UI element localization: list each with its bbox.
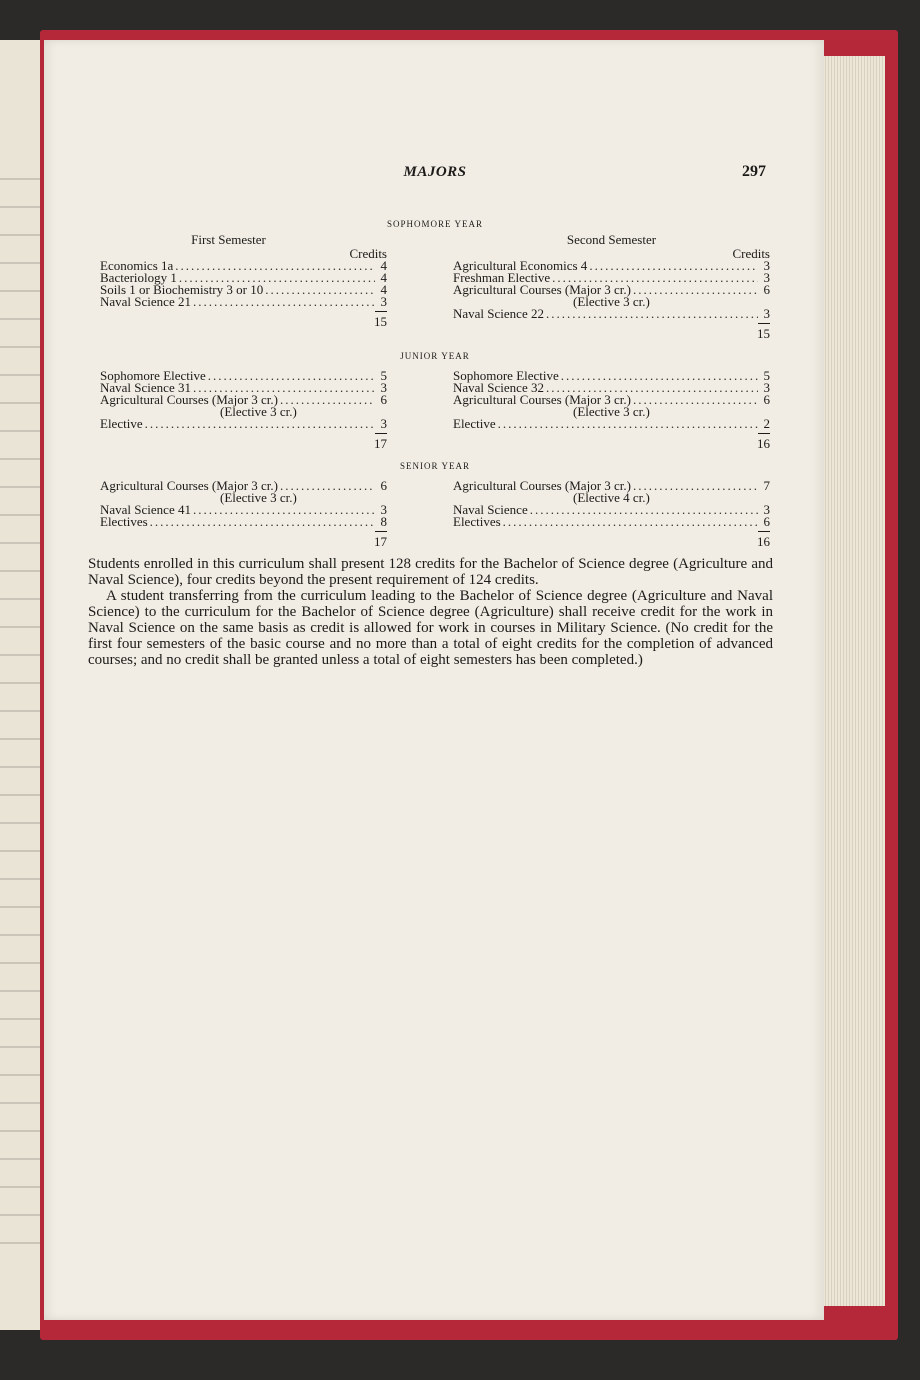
leader-dots [530,504,758,516]
running-header [100,160,770,190]
semester-total: 15 [100,308,387,328]
course-name: Naval Science 31 [100,380,191,395]
course-name: Soils 1 or Biochemistry 3 or 10 [100,282,264,297]
course-name: Agricultural Courses (Major 3 cr.) [453,392,631,407]
course-name: Naval Science [453,502,528,517]
course-name: (Elective 3 cr.) [573,404,650,419]
first-semester-column [100,234,387,340]
senior-year-section [100,460,770,548]
course-row [453,516,770,528]
course-name: (Elective 4 cr.) [573,490,650,505]
leader-dots [633,284,758,296]
first-semester-column [100,480,387,548]
course-credits: 6 [380,392,387,407]
semester-total: 17 [100,430,387,450]
semester-total: 15 [453,320,770,340]
course-credits: 3 [763,270,770,285]
course-credits: 8 [380,514,387,529]
course-name: (Elective 3 cr.) [220,404,297,419]
course-credits: 2 [763,416,770,431]
course-credits: 6 [763,514,770,529]
course-credits: 4 [380,270,387,285]
course-name: Electives [100,514,148,529]
leader-dots [265,284,375,296]
course-name: Agricultural Courses (Major 3 cr.) [453,282,631,297]
course-credits: 6 [380,478,387,493]
course-credits: 6 [763,282,770,297]
course-name: (Elective 3 cr.) [573,294,650,309]
semester-total: 17 [100,528,387,548]
leader-dots [589,260,758,272]
second-semester-column [453,370,770,450]
course-row [453,406,770,418]
paragraph: A student transferring from the curriculum leading to the Bachelor of Science degree (Agriculture and Naval Science) to the curriculum for the Bachelor of Science degree (Agriculture) shall receive credit for the work in Naval Science on the same basis as credit is allowed for work in courses in Military Science. (No credit for the first four semesters of the basic course and no more than a total of eight credits for the completion of advanced courses; and no credit shall be granted unless a total of eight semesters has been completed.) [88,588,773,668]
course-credits: 3 [763,306,770,321]
year-heading: SOPHOMORE YEAR [387,219,483,229]
course-credits: 3 [380,502,387,517]
page-edges [822,56,885,1306]
semester-total: 16 [453,528,770,548]
leader-dots [208,370,375,382]
leader-dots [145,418,375,430]
left-page-edge [0,40,45,1330]
course-row [100,296,387,308]
course-name: Agricultural Courses (Major 3 cr.) [100,392,278,407]
running-title: MAJORS [403,164,467,180]
leader-dots [150,516,375,528]
credits-label: Credits [732,246,770,261]
course-name: Elective [453,416,496,431]
course-row [100,406,387,418]
credits-label: Credits [349,246,387,261]
course-name: Freshman Elective [453,270,551,285]
course-credits: 5 [763,368,770,383]
leader-dots [193,504,375,516]
course-credits: 4 [380,258,387,273]
course-name: Economics 1a [100,258,174,273]
course-name: Naval Science 32 [453,380,544,395]
leader-dots [193,296,375,308]
junior-year-section [100,350,770,450]
left-page-text-fragments [0,160,44,1260]
page-number: 297 [742,163,766,180]
paragraph: Students enrolled in this curriculum shall present 128 credits for the Bachelor of Science degree (Agriculture and Naval Science), four credits beyond the present requirement of 124 credits. [88,556,773,588]
leader-dots [503,516,758,528]
course-credits: 3 [763,502,770,517]
leader-dots [546,308,758,320]
leader-dots [633,394,758,406]
leader-dots [561,370,758,382]
course-row [100,516,387,528]
course-name: Sophomore Elective [100,368,206,383]
second-semester-column [453,480,770,548]
course-credits: 7 [763,478,770,493]
page-content [88,160,773,668]
course-name: Electives [453,514,501,529]
sophomore-year-section [100,218,770,340]
course-row [453,308,770,320]
course-row [453,418,770,430]
course-name: Agricultural Courses (Major 3 cr.) [453,478,631,493]
leader-dots [633,480,758,492]
course-credits: 3 [380,416,387,431]
course-name: Naval Science 22 [453,306,544,321]
leader-dots [175,260,375,272]
semester-label: Second Semester [566,232,657,247]
course-credits: 3 [763,380,770,395]
year-heading: JUNIOR YEAR [400,351,470,361]
course-name: Naval Science 21 [100,294,191,309]
course-credits: 3 [380,294,387,309]
course-name: Agricultural Economics 4 [453,258,588,273]
course-name: Naval Science 41 [100,502,191,517]
course-credits: 3 [763,258,770,273]
course-name: (Elective 3 cr.) [220,490,297,505]
course-credits: 5 [380,368,387,383]
course-name: Bacteriology 1 [100,270,177,285]
course-row [100,418,387,430]
first-semester-column [100,370,387,450]
course-credits: 3 [380,380,387,395]
year-heading: SENIOR YEAR [400,461,470,471]
semester-label: First Semester [191,232,266,247]
second-semester-column [453,234,770,340]
semester-total: 16 [453,430,770,450]
course-name: Agricultural Courses (Major 3 cr.) [100,478,278,493]
course-name: Elective [100,416,143,431]
course-credits: 4 [380,282,387,297]
course-name: Sophomore Elective [453,368,559,383]
body-text [88,556,773,668]
course-credits: 6 [763,392,770,407]
leader-dots [498,418,758,430]
